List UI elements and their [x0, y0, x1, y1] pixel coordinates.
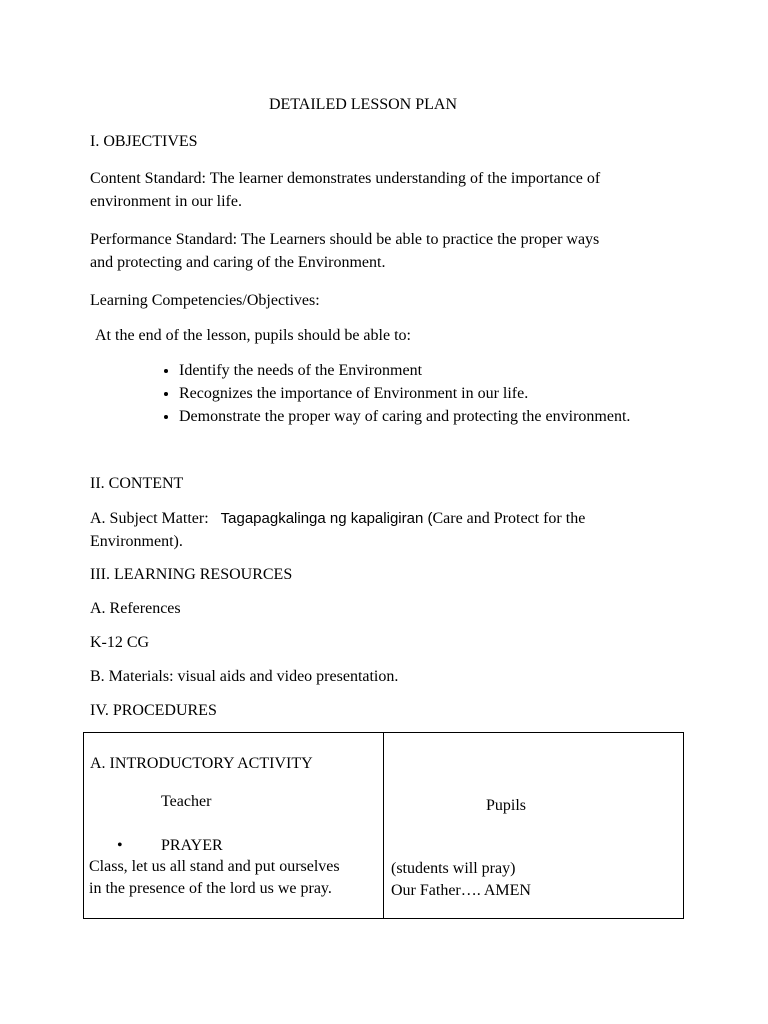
teacher-line-2: in the presence of the lord us we pray.	[89, 880, 332, 897]
procedures-heading: IV. PROCEDURES	[90, 702, 217, 719]
performance-standard-line-2: and protecting and caring of the Environment.	[90, 254, 386, 271]
list-item: • Identify the needs of the Environment	[179, 359, 630, 382]
resources-heading: III. LEARNING RESOURCES	[90, 566, 293, 583]
document-title: DETAILED LESSON PLAN	[268, 96, 458, 113]
content-standard-line-1: Content Standard: The learner demonstrates understanding of the importance of	[90, 170, 601, 187]
list-item: • Recognizes the importance of Environment in our life.	[179, 382, 630, 405]
objectives-list	[157, 359, 630, 428]
performance-standard-line-1: Performance Standard: The Learners should be able to practice the proper ways	[90, 231, 600, 248]
content-heading: II. CONTENT	[90, 475, 184, 492]
competencies-label: Learning Competencies/Objectives:	[90, 292, 320, 309]
pupils-header: Pupils	[486, 797, 527, 814]
reference-value: K-12 CG	[90, 634, 150, 651]
teacher-header: Teacher	[161, 793, 212, 810]
activity-title: A. INTRODUCTORY ACTIVITY	[90, 755, 313, 772]
materials-line: B. Materials: visual aids and video presentation.	[90, 668, 399, 685]
bullet-dot: •	[117, 837, 123, 854]
procedures-table	[83, 732, 684, 919]
subject-matter-english: Care and Protect for the	[432, 510, 586, 527]
objectives-heading: I. OBJECTIVES	[90, 133, 198, 150]
references-label: A. References	[90, 600, 181, 617]
subject-matter-tagalog: Tagapagkalinga ng kapaligiran (	[220, 510, 433, 527]
teacher-line-1: Class, let us all stand and put ourselves	[89, 858, 340, 875]
pupils-line-2: Our Father…. AMEN	[391, 882, 531, 899]
pupils-line-1: (students will pray)	[391, 860, 516, 877]
objectives-intro: At the end of the lesson, pupils should be able to:	[95, 327, 411, 344]
list-item: • Demonstrate the proper way of caring and protecting the environment.	[179, 405, 630, 428]
subject-matter-label: A. Subject Matter:	[90, 510, 209, 527]
subject-matter-line-1	[90, 507, 585, 530]
column-divider	[383, 733, 384, 918]
subject-matter-line-2: Environment).	[90, 533, 183, 550]
prayer-bullet-label: PRAYER	[161, 837, 223, 854]
content-standard-line-2: environment in our life.	[90, 193, 242, 210]
